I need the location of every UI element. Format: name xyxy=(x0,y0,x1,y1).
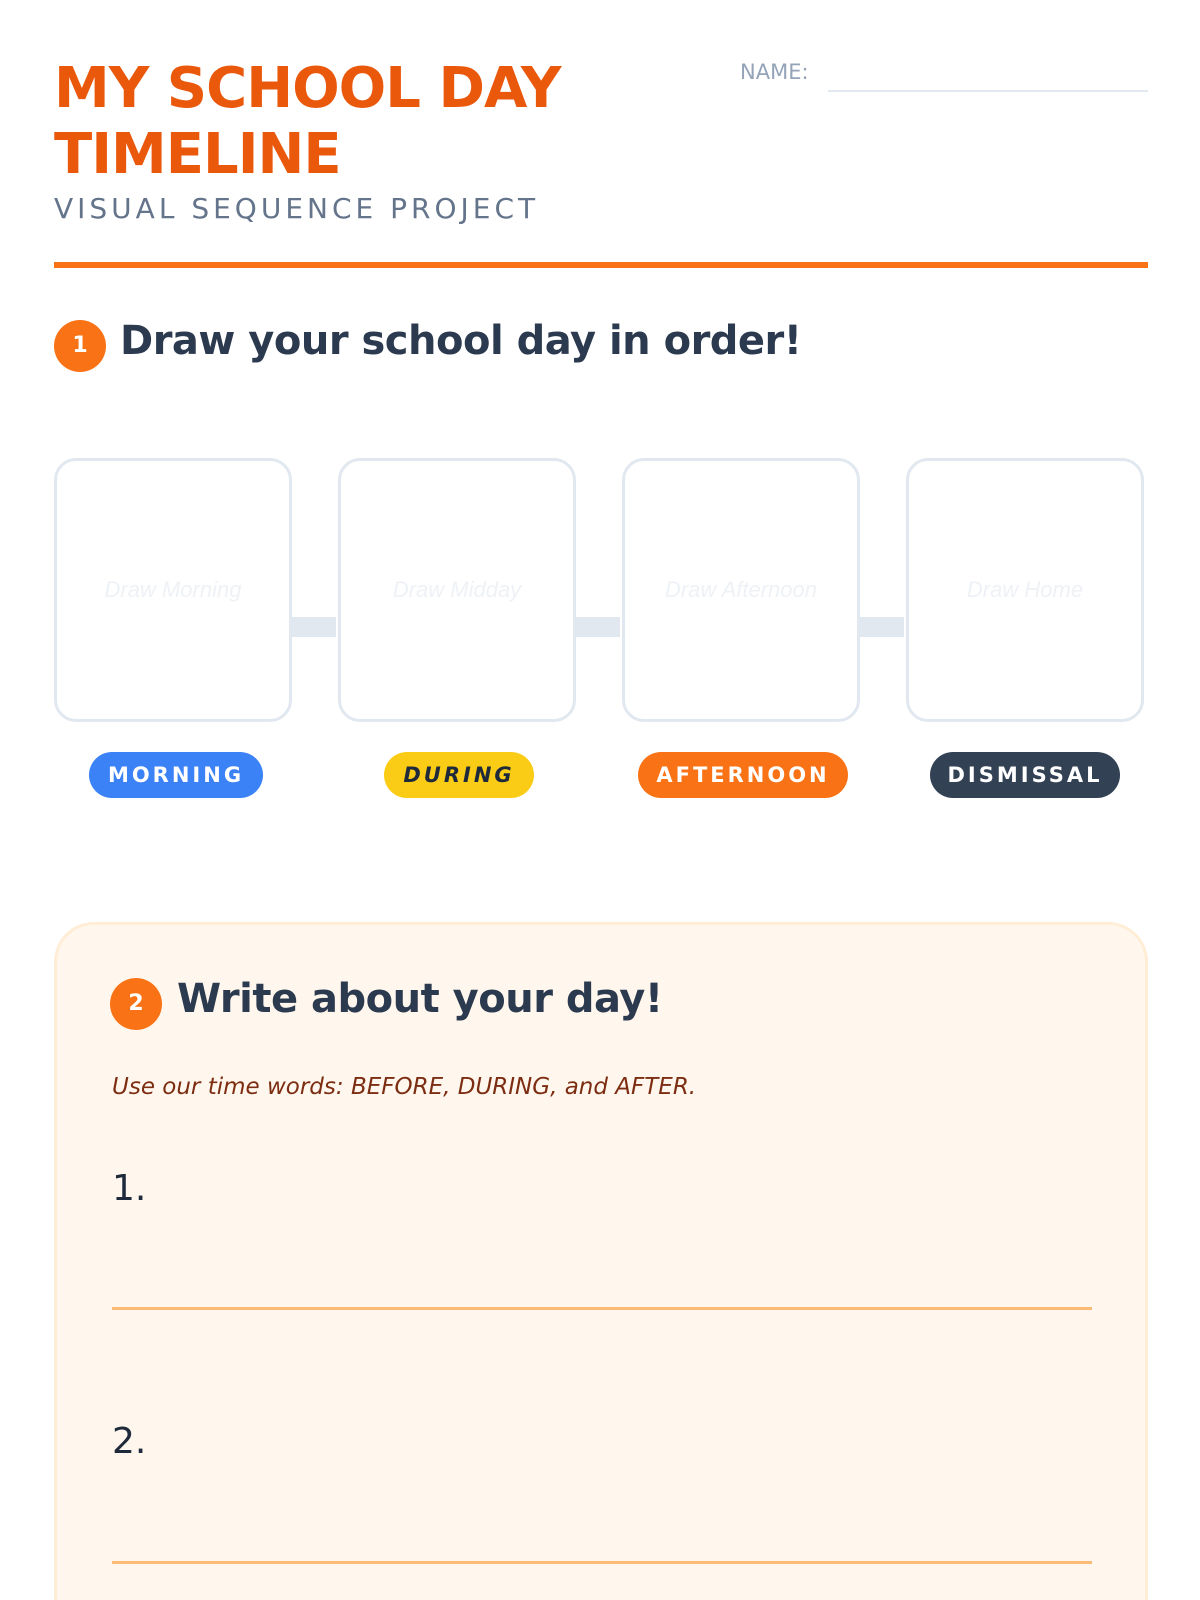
name-label: NAME: xyxy=(740,60,809,84)
timeline-connector xyxy=(576,617,620,637)
drawing-frame-afternoon[interactable] xyxy=(622,458,860,722)
drawing-frame-hint: Draw Midday xyxy=(392,577,522,602)
section-2-heading: Write about your day! xyxy=(177,976,663,1022)
drawing-frame-midday[interactable] xyxy=(338,458,576,722)
tag-afternoon: AFTERNOON xyxy=(638,752,848,798)
tag-dismissal: DISMISSAL xyxy=(930,752,1120,798)
drawing-frame-hint: Draw Home xyxy=(966,577,1084,602)
name-field[interactable] xyxy=(828,90,1148,92)
tag-morning: MORNING xyxy=(89,752,263,798)
header-divider xyxy=(54,262,1148,268)
writing-line[interactable] xyxy=(112,1561,1092,1564)
writing-line-number: 1. xyxy=(112,1168,147,1209)
section-2-number-badge: 2 xyxy=(110,978,162,1030)
page-subtitle: VISUAL SEQUENCE PROJECT xyxy=(54,192,540,225)
drawing-frame-hint: Draw Morning xyxy=(104,577,242,602)
writing-instruction: Use our time words: BEFORE, DURING, and AFTER. xyxy=(112,1074,697,1100)
timeline-connector xyxy=(292,617,336,637)
writing-section xyxy=(54,922,1148,1600)
timeline-connector xyxy=(860,617,904,637)
writing-line-number: 2. xyxy=(112,1421,147,1462)
section-1-heading: Draw your school day in order! xyxy=(120,318,802,364)
writing-line[interactable] xyxy=(112,1307,1092,1310)
drawing-frame-hint: Draw Afternoon xyxy=(664,577,818,602)
page-title: MY SCHOOL DAY TIMELINE xyxy=(54,56,561,187)
tag-during: DURING xyxy=(384,752,534,798)
drawing-frame-morning[interactable] xyxy=(54,458,292,722)
drawing-frame-home[interactable] xyxy=(906,458,1144,722)
section-1-number-badge: 1 xyxy=(54,320,106,372)
